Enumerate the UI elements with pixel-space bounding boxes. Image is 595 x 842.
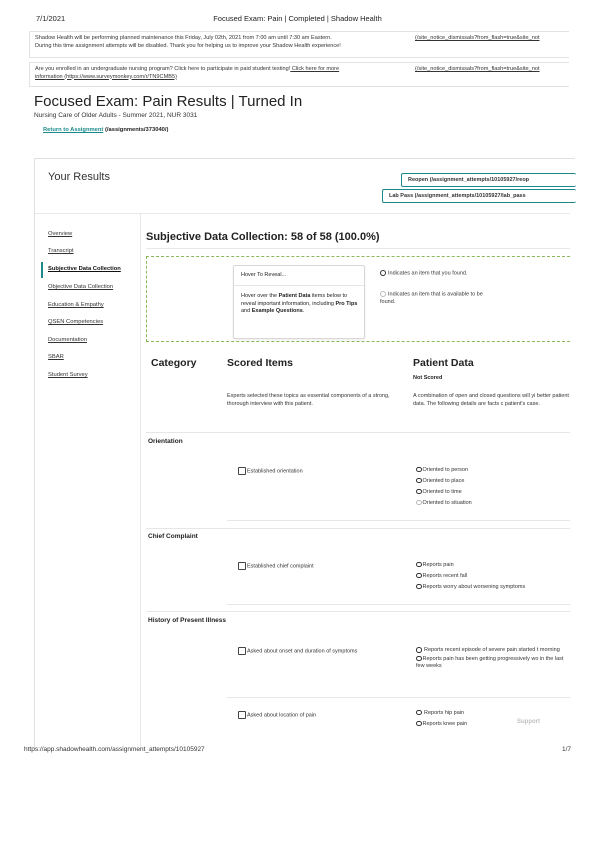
found-bullet-icon	[380, 270, 386, 276]
patient-data-item[interactable]: Oriented to situation	[416, 498, 569, 509]
checkbox-icon	[238, 647, 246, 655]
hover-tooltip[interactable]	[233, 265, 365, 339]
scored-item[interactable]: Established orientation	[238, 467, 303, 475]
survey-link[interactable]: information (https://www.surveymonkey.com/r/TN9CMB5)	[35, 73, 177, 80]
scored-item[interactable]: Asked about location of pain	[238, 711, 316, 719]
patient-data-item[interactable]: Reports hip pain	[416, 708, 516, 719]
legend-available: Indicates an item that is available to be found.	[380, 291, 483, 305]
scored-item[interactable]: Asked about onset and duration of symptoms	[238, 647, 357, 655]
legend-found: Indicates an item that you found.	[380, 270, 490, 278]
patient-data-list	[416, 465, 569, 509]
page-number: 1/7	[561, 746, 571, 753]
found-bullet-icon	[416, 562, 422, 568]
course-name: Nursing Care of Older Adults - Summer 2021, NUR 3031	[34, 112, 198, 119]
found-bullet-icon	[416, 478, 422, 484]
divider	[35, 213, 570, 214]
support-button[interactable]: Support	[517, 719, 540, 725]
sidebar-item-documentation[interactable]: Documentation	[48, 337, 87, 343]
print-header	[0, 14, 595, 26]
scored-item[interactable]: Established chief complaint	[238, 562, 314, 570]
sidebar-item-overview[interactable]: Overview	[48, 231, 73, 237]
divider	[146, 432, 570, 433]
print-title: Focused Exam: Pain | Completed | Shadow Health	[213, 14, 382, 23]
patient-data-item[interactable]: Oriented to place	[416, 476, 569, 487]
found-bullet-icon	[416, 710, 422, 716]
divider	[146, 248, 570, 249]
checkbox-icon	[238, 711, 246, 719]
column-header-category: Category	[151, 357, 197, 369]
section-title: Subjective Data Collection: 58 of 58 (100.0%)	[146, 231, 380, 243]
click-here-link[interactable]: Click here for more	[290, 66, 340, 72]
patient-data-list	[416, 708, 516, 730]
sidebar-item-survey[interactable]: Student Survey	[48, 372, 88, 378]
checkbox-icon	[238, 562, 246, 570]
patient-data-item[interactable]: Oriented to person	[416, 465, 569, 476]
divider	[227, 520, 570, 521]
available-bullet-icon	[380, 291, 386, 297]
group-title: History of Present Illness	[148, 617, 227, 624]
patient-data-list	[416, 560, 569, 593]
return-path: (/assignments/373040/)	[103, 127, 169, 133]
page-title: Focused Exam: Pain Results | Turned In	[34, 93, 303, 110]
found-bullet-icon	[416, 489, 422, 495]
column-header-scored: Scored Items	[227, 357, 293, 369]
tooltip-title: Hover To Reveal...	[241, 272, 287, 278]
dismiss-notice-link[interactable]: (/site_notice_dismissals?from_flash=true&site_not	[415, 66, 540, 72]
divider	[146, 528, 570, 529]
patient-description: A combination of open and closed questions will yi better patient data. The following details are facts c patient's case.	[413, 393, 569, 407]
found-bullet-icon	[416, 573, 422, 579]
notice-text-line: Shadow Health will be performing planned maintenance this Friday, July 02th, 2021 from 7:00 am until 7:30 am Eastern.	[35, 35, 332, 41]
patient-data-item[interactable]: Reports worry about worsening symptoms	[416, 582, 569, 593]
dismiss-notice-link[interactable]: (/site_notice_dismissals?from_flash=true&site_not	[415, 35, 540, 41]
patient-data-item[interactable]: Reports knee pain	[416, 719, 516, 730]
divider	[227, 697, 570, 698]
patient-data-item[interactable]: Reports pain has been getting progressively wo in the last few weeks	[416, 655, 564, 670]
sidebar-item-sbar[interactable]: SBAR	[48, 354, 64, 360]
sidebar-item-qsen[interactable]: QSEN Competencies	[48, 319, 104, 325]
found-bullet-icon	[416, 467, 422, 473]
sidebar-item-objective[interactable]: Objective Data Collection	[48, 284, 114, 290]
column-header-patient: Patient Data	[413, 357, 474, 369]
checkbox-icon	[238, 467, 246, 475]
notice-text-line: Are you enrolled in an undergraduate nursing program? Click here to participate in paid student testing!	[35, 66, 291, 72]
found-bullet-icon	[416, 584, 422, 590]
patient-data-item[interactable]: Reports pain	[416, 560, 569, 571]
print-date: 7/1/2021	[36, 14, 66, 23]
patient-data-item[interactable]: Reports recent episode of severe pain started t morning	[416, 647, 569, 655]
page-url: https://app.shadowhealth.com/assignment_attempts/10105927	[24, 746, 205, 753]
testing-notice	[29, 62, 569, 87]
sidebar-divider	[140, 213, 141, 748]
return-link[interactable]: Return to Assignment	[43, 127, 104, 133]
sidebar-item-subjective[interactable]: Subjective Data Collection	[48, 266, 121, 272]
sidebar-item-transcript[interactable]: Transcript	[48, 248, 74, 254]
found-bullet-icon	[416, 656, 422, 662]
lab-pass-button[interactable]: Lab Pass (/assignment_attempts/10105927/lab_pass	[382, 189, 576, 203]
found-bullet-icon	[416, 647, 422, 653]
patient-data-item[interactable]: Reports recent fall	[416, 571, 569, 582]
results-heading: Your Results	[48, 171, 110, 183]
not-scored-label: Not Scored	[413, 375, 443, 381]
active-indicator	[41, 262, 43, 278]
tooltip-body: Hover over the Patient Data items below to reveal important information, including Pro Tips and Example Questions.	[241, 293, 358, 314]
found-bullet-icon	[416, 721, 422, 727]
notice-text-line: During this time assignment attempts will be disabled. Thank you for helping us to improve your Shadow Health experience!	[35, 42, 341, 49]
patient-data-item[interactable]: Oriented to time	[416, 487, 569, 498]
return-to-assignment[interactable]	[43, 127, 168, 133]
group-title: Chief Complaint	[148, 533, 198, 540]
divider	[146, 611, 570, 612]
maintenance-notice	[29, 31, 569, 58]
sidebar-item-education[interactable]: Education & Empathy	[48, 302, 104, 308]
reopen-button[interactable]: Reopen (/assignment_attempts/10105927/reop	[401, 173, 576, 187]
available-bullet-icon	[416, 500, 422, 506]
scored-description: Experts selected these topics as essential components of a strong, thorough interview with this patient.	[227, 393, 390, 407]
patient-data-list	[416, 647, 569, 671]
divider	[227, 604, 570, 605]
group-title: Orientation	[148, 438, 183, 445]
